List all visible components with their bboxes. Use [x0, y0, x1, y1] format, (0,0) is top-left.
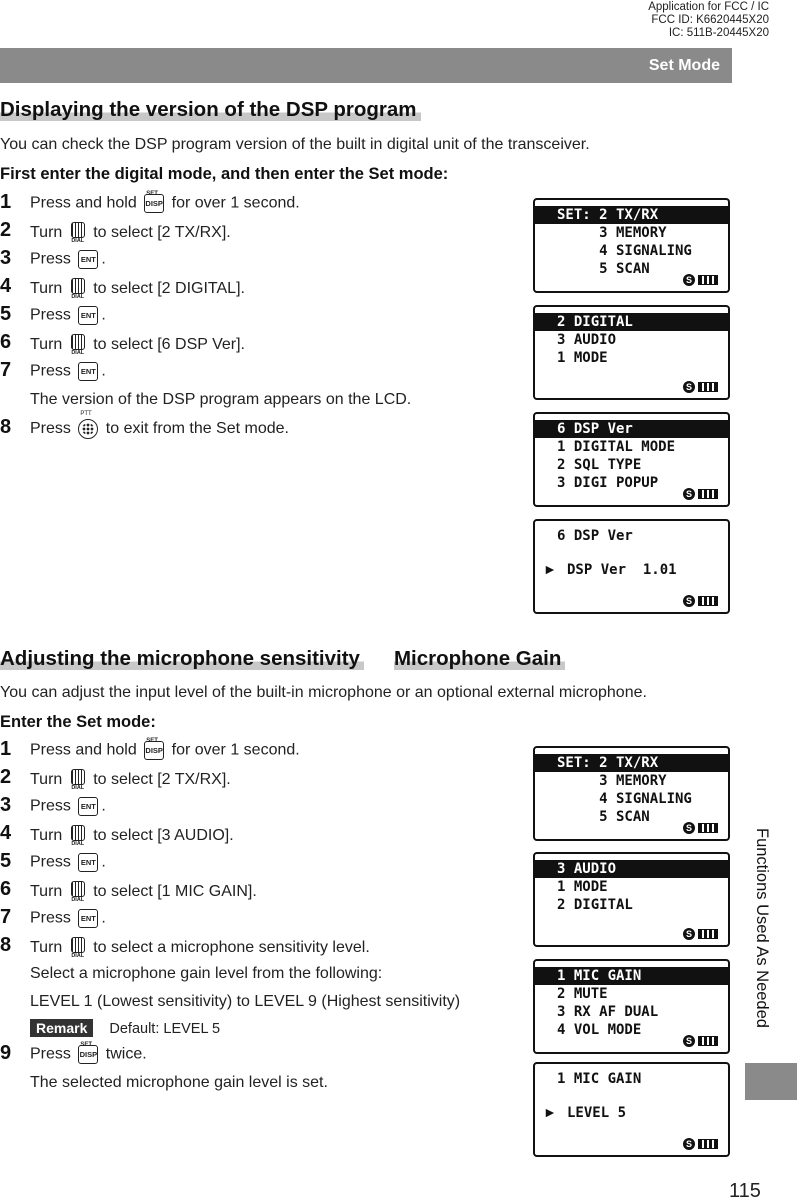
- step-text-before: Press and hold: [30, 194, 142, 212]
- step-text-after: .: [101, 909, 106, 927]
- step-number: 5: [0, 303, 12, 325]
- lcd-row: [535, 420, 728, 438]
- lcd-row: [535, 1003, 728, 1021]
- s-meter-icon: S: [683, 1138, 695, 1150]
- lcd-row: [535, 527, 728, 545]
- lcd-screen: [533, 746, 730, 841]
- battery-icon: [698, 489, 718, 499]
- remark-badge: Remark: [30, 1019, 93, 1037]
- battery-icon: [698, 596, 718, 606]
- step-text: [30, 222, 231, 244]
- lcd-row: [535, 456, 728, 474]
- lcd-row-text: 3 DIGI POPUP: [557, 475, 659, 491]
- lcd-status-indicators: [683, 274, 723, 286]
- step-text: [30, 881, 257, 903]
- step-number: 4: [0, 275, 12, 297]
- dial-label: DIAL: [71, 350, 85, 356]
- step-text-before: Turn: [30, 224, 67, 242]
- battery-icon: [698, 929, 718, 939]
- step-text-after: .: [101, 797, 106, 815]
- lcd-row: [535, 772, 728, 790]
- s-meter-icon: S: [683, 381, 695, 393]
- lcd-row-text: 5 SCAN: [557, 261, 650, 277]
- battery-icon: [698, 823, 718, 833]
- fcc-line: Application for FCC / IC: [648, 1, 769, 13]
- disp-key-icon: [144, 191, 164, 213]
- step-note: The version of the DSP program appears on the LCD.: [30, 391, 412, 408]
- fcc-label: [648, 1, 769, 40]
- dial-label: DIAL: [71, 294, 85, 300]
- dial-knob: [71, 334, 85, 350]
- disp-label: DISP: [79, 1050, 98, 1059]
- step-text-before: Turn: [30, 827, 67, 845]
- step-text-after: to exit from the Set mode.: [101, 420, 289, 438]
- step-text-after: twice.: [101, 1045, 147, 1063]
- lcd-row-text: 4 SIGNALING: [557, 243, 692, 259]
- s-meter-icon: S: [683, 928, 695, 940]
- dial-knob-icon: [70, 937, 86, 959]
- step-number: 6: [0, 878, 12, 900]
- lcd-row-text: 4 VOL MODE: [557, 1022, 642, 1038]
- lcd-row-text: 2 DIGITAL: [557, 314, 633, 330]
- pointer-arrow-icon: ►: [543, 561, 557, 577]
- lcd-screen: [533, 519, 730, 614]
- lcd-status-indicators: [683, 1035, 723, 1047]
- dial-knob-icon: [70, 278, 86, 300]
- dial-label: DIAL: [71, 238, 85, 244]
- ptt-label: PTT: [80, 411, 92, 417]
- step-text: [30, 191, 300, 213]
- ent-key-icon: ENT: [78, 853, 98, 872]
- header-title: Set Mode: [648, 57, 720, 74]
- lcd-row: [535, 878, 728, 896]
- ent-key-icon: ENT: [78, 306, 98, 325]
- ptt-dots: [82, 423, 94, 435]
- dial-knob-icon: [70, 222, 86, 244]
- dial-label: DIAL: [71, 841, 85, 847]
- lcd-row-text: LEVEL 5: [567, 1105, 627, 1121]
- set-label: SET: [80, 1042, 93, 1048]
- lcd-row: [535, 313, 728, 331]
- step-number: 1: [0, 738, 12, 760]
- step-text: [30, 825, 234, 847]
- step-text-before: Turn: [30, 336, 67, 354]
- dial-knob: [71, 222, 85, 238]
- disp-key-icon: [144, 738, 164, 760]
- remark-text: Default: LEVEL 5: [109, 1021, 221, 1037]
- step-text: [30, 306, 106, 325]
- step-number: 3: [0, 794, 12, 816]
- step-number: 1: [0, 191, 12, 213]
- step-text-before: Press: [30, 797, 76, 815]
- s-meter-icon: S: [683, 1035, 695, 1047]
- lcd-status-indicators: [683, 488, 723, 500]
- lcd-status-indicators: [683, 928, 723, 940]
- step-number: 7: [0, 906, 12, 928]
- step-number: 4: [0, 822, 12, 844]
- lcd-row-text: 1 DIGITAL MODE: [557, 439, 676, 455]
- lcd-screen: [533, 412, 730, 507]
- step-text-after: .: [101, 853, 106, 871]
- battery-icon: [698, 275, 718, 285]
- section-title-text: Adjusting the microphone sensitivity: [0, 647, 364, 670]
- lcd-row-text: 1 MODE: [557, 350, 608, 366]
- step-text: [30, 937, 370, 959]
- lcd-row-text: 2 MUTE: [557, 986, 608, 1002]
- remark-line: [30, 1019, 220, 1038]
- step-text-after: .: [101, 250, 106, 268]
- lcd-row-text: 4 SIGNALING: [557, 791, 692, 807]
- s-meter-icon: S: [683, 822, 695, 834]
- ent-key-icon: ENT: [78, 250, 98, 269]
- lcd-row-text: 3 AUDIO: [557, 861, 617, 877]
- step-note: The selected microphone gain level is set.: [30, 1074, 328, 1091]
- set-label: SET: [146, 191, 158, 197]
- set-label: SET: [146, 738, 158, 744]
- disp-key-icon: [78, 1042, 98, 1064]
- step-text-before: Press: [30, 306, 76, 324]
- section-title-text: Displaying the version of the DSP program: [0, 98, 421, 121]
- lcd-row: [535, 985, 728, 1003]
- step-text: [30, 362, 106, 381]
- step-number: 8: [0, 934, 12, 956]
- lcd-row-text: 1 MIC GAIN: [557, 968, 642, 984]
- section-intro: You can check the DSP program version of the built in digital unit of the transceiver.: [0, 136, 590, 153]
- lcd-row: [535, 1070, 728, 1088]
- lcd-row-text: 2 DIGITAL: [557, 897, 633, 913]
- lcd-row: [535, 438, 728, 456]
- step-number: 6: [0, 331, 12, 353]
- lcd-row: [535, 331, 728, 349]
- disp-label: DISP: [145, 746, 163, 755]
- step-text-before: Press: [30, 1045, 76, 1063]
- step-text: [30, 853, 106, 872]
- ptt-key-icon: [78, 411, 98, 439]
- step-text-after: .: [101, 362, 106, 380]
- dial-label: DIAL: [71, 785, 85, 791]
- section-intro: You can adjust the input level of the built-in microphone or an optional external microphone.: [0, 684, 647, 701]
- step-note: Select a microphone gain level from the following:: [30, 965, 383, 982]
- battery-icon: [698, 1036, 718, 1046]
- lcd-screen: [533, 1062, 730, 1157]
- lcd-screen: [533, 198, 730, 293]
- step-text: [30, 334, 245, 356]
- step-text: [30, 1042, 147, 1064]
- lcd-row: [535, 224, 728, 242]
- lcd-row: [535, 206, 728, 224]
- step-text: [30, 250, 106, 269]
- dial-knob-icon: [70, 825, 86, 847]
- step-note: LEVEL 1 (Lowest sensitivity) to LEVEL 9 (Highest sensitivity): [30, 993, 461, 1010]
- lcd-row: [535, 967, 728, 985]
- lcd-status-indicators: [683, 381, 723, 393]
- step-text-after: to select [2 DIGITAL].: [88, 280, 245, 298]
- disp-label: DISP: [145, 199, 163, 208]
- lcd-row: [535, 349, 728, 367]
- pointer-arrow-icon: ►: [543, 1104, 557, 1120]
- step-text-after: to select [2 TX/RX].: [88, 771, 231, 789]
- ent-key-icon: ENT: [78, 797, 98, 816]
- lcd-row: [535, 561, 728, 579]
- lcd-row-text: 6 DSP Ver: [557, 528, 633, 544]
- lcd-row-text: 3 MEMORY: [557, 225, 667, 241]
- step-text: [30, 411, 289, 439]
- step-number: 2: [0, 766, 12, 788]
- lcd-row-text: SET: 2 TX/RX: [557, 207, 659, 223]
- lcd-row-text: 1 MODE: [557, 879, 608, 895]
- lcd-row-text: 3 AUDIO: [557, 332, 617, 348]
- lcd-screen: [533, 852, 730, 947]
- step-text: [30, 278, 245, 300]
- step-number: 9: [0, 1042, 12, 1064]
- s-meter-icon: S: [683, 595, 695, 607]
- ent-key-icon: ENT: [78, 362, 98, 381]
- dial-label: DIAL: [71, 953, 85, 959]
- dial-label: DIAL: [71, 897, 85, 903]
- section-title: [0, 98, 421, 122]
- lcd-row: [535, 754, 728, 772]
- step-text-before: Press: [30, 853, 76, 871]
- step-text-after: to select [6 DSP Ver].: [88, 336, 245, 354]
- step-text: [30, 738, 300, 760]
- lcd-row-text: 2 SQL TYPE: [557, 457, 642, 473]
- chapter-label: [752, 828, 782, 1058]
- lcd-row: [535, 896, 728, 914]
- lcd-row: [535, 860, 728, 878]
- lcd-row-text: 3 RX AF DUAL: [557, 1004, 659, 1020]
- step-text-before: Press and hold: [30, 741, 142, 759]
- step-text: [30, 769, 231, 791]
- step-text-before: Press: [30, 420, 76, 438]
- subheading: First enter the digital mode, and then enter the Set mode:: [0, 165, 449, 183]
- step-number: 8: [0, 416, 12, 438]
- step-text-after: for over 1 second.: [167, 194, 300, 212]
- battery-icon: [698, 1139, 718, 1149]
- step-number: 3: [0, 247, 12, 269]
- step-text-after: to select [1 MIC GAIN].: [88, 883, 257, 901]
- subheading: Enter the Set mode:: [0, 713, 156, 731]
- lcd-row-text: 3 MEMORY: [557, 773, 667, 789]
- step-text-before: Press: [30, 362, 76, 380]
- step-text-after: .: [101, 306, 106, 324]
- dial-knob-icon: [70, 769, 86, 791]
- step-number: 5: [0, 850, 12, 872]
- lcd-status-indicators: [683, 1138, 723, 1150]
- section-title: [0, 647, 565, 671]
- step-text-before: Turn: [30, 771, 67, 789]
- step-number: 2: [0, 219, 12, 241]
- dial-knob: [71, 278, 85, 294]
- fcc-line: FCC ID: K6620445X20: [651, 14, 769, 26]
- lcd-row-text: 6 DSP Ver: [557, 421, 633, 437]
- s-meter-icon: S: [683, 488, 695, 500]
- ent-key-icon: ENT: [78, 909, 98, 928]
- dial-knob: [71, 937, 85, 953]
- step-text-before: Turn: [30, 280, 67, 298]
- lcd-row-text: DSP Ver 1.01: [567, 562, 677, 578]
- lcd-row-text: SET: 2 TX/RX: [557, 755, 659, 771]
- step-text-before: Turn: [30, 883, 67, 901]
- step-text: [30, 909, 106, 928]
- step-text: [30, 797, 106, 816]
- step-text-after: to select [3 AUDIO].: [88, 827, 234, 845]
- dial-knob-icon: [70, 334, 86, 356]
- step-text-after: for over 1 second.: [167, 741, 300, 759]
- chapter-tab: [745, 1063, 797, 1100]
- lcd-row: [535, 242, 728, 260]
- chapter-label-text: Functions Used As Needed: [753, 828, 771, 1028]
- s-meter-icon: S: [683, 274, 695, 286]
- lcd-row-text: 5 SCAN: [557, 809, 650, 825]
- lcd-row: [535, 1104, 728, 1122]
- battery-icon: [698, 382, 718, 392]
- header-bar: [0, 48, 732, 83]
- step-number: 7: [0, 359, 12, 381]
- lcd-row-text: 1 MIC GAIN: [557, 1071, 642, 1087]
- step-text-before: Press: [30, 909, 76, 927]
- fcc-line: IC: 511B-20445X20: [668, 27, 769, 39]
- dial-knob: [71, 881, 85, 897]
- section-title-text: Microphone Gain: [394, 647, 565, 670]
- page-number: 115: [729, 1180, 761, 1202]
- lcd-status-indicators: [683, 822, 723, 834]
- lcd-screen: [533, 305, 730, 400]
- lcd-status-indicators: [683, 595, 723, 607]
- dial-knob-icon: [70, 881, 86, 903]
- step-text-before: Press: [30, 250, 76, 268]
- step-text-after: to select a microphone sensitivity level.: [88, 939, 370, 957]
- lcd-row: [535, 790, 728, 808]
- lcd-screen: [533, 959, 730, 1054]
- step-text-before: Turn: [30, 939, 67, 957]
- step-text-after: to select [2 TX/RX].: [88, 224, 231, 242]
- dial-knob: [71, 769, 85, 785]
- dial-knob: [71, 825, 85, 841]
